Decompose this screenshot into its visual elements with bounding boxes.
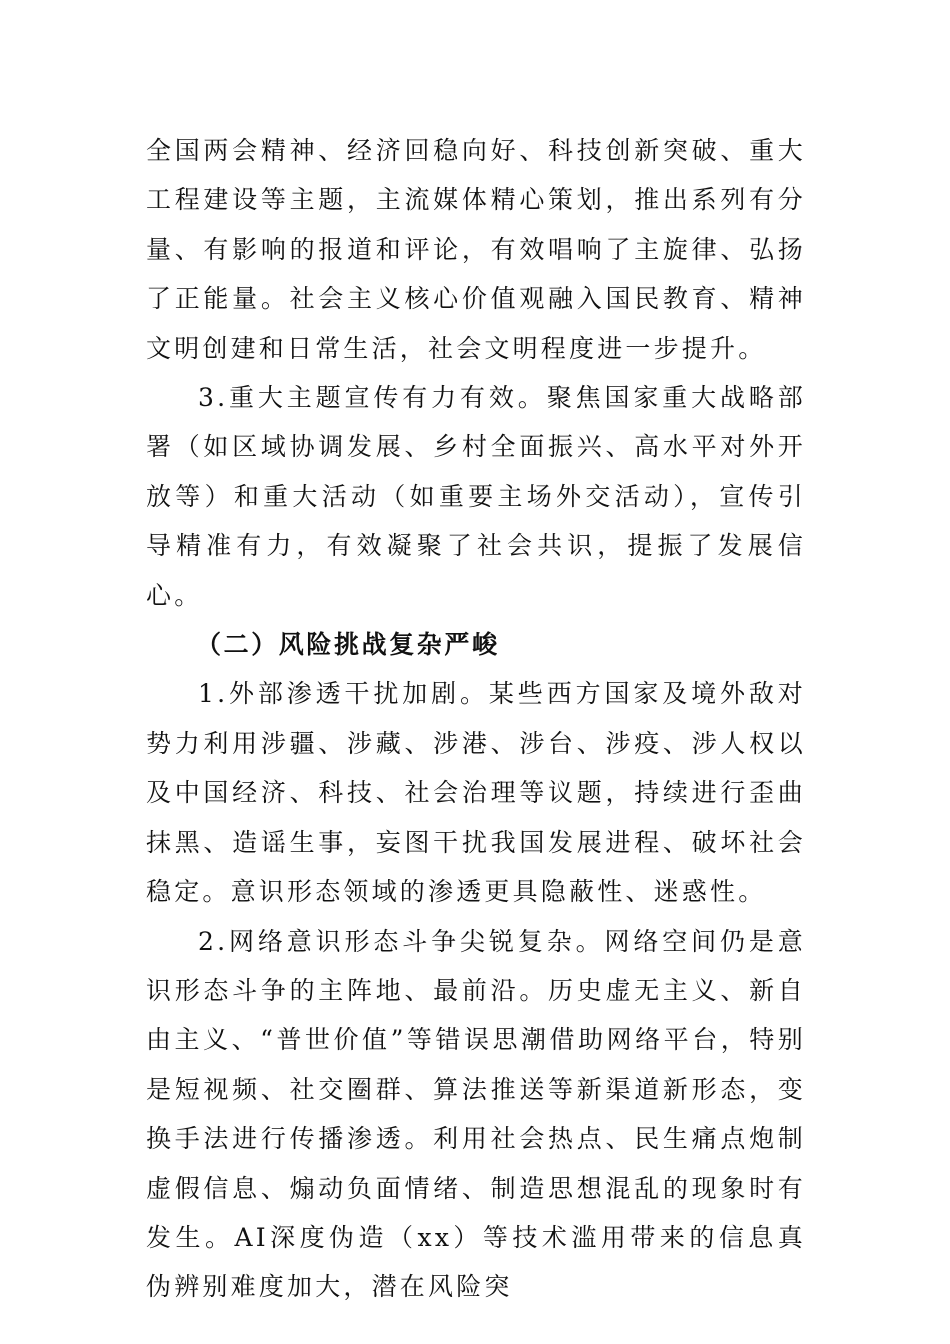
paragraph-online-ideology: 2.网络意识形态斗争尖锐复杂。网络空间仍是意识形态斗争的主阵地、最前沿。历史虚无主义、新自由主义、“普世价值”等错误思潮借助网络平台，特别是短视频、社交圈群、算法推送等新渠道新形态，变换手法进行传播渗透。利用社会热点、民生痛点炮制虚假信息、煽动负面情绪、制造思想混乱的现象时有发生。AI深度伪造（xx）等技术滥用带来的信息真伪辨别难度加大，潜在风险突 — [146, 926, 806, 1302]
paragraph-major-theme-publicity: 3.重大主题宣传有力有效。聚焦国家重大战略部署（如区域协调发展、乡村全面振兴、高水平对外开放等）和重大活动（如重要主场外交活动），宣传引导精准有力，有效凝聚了社会共识，提振了发展信心。 — [146, 383, 806, 610]
paragraph-continued: 全国两会精神、经济回稳向好、科技创新突破、重大工程建设等主题，主流媒体精心策划，推出系列有分量、有影响的报道和评论，有效唱响了主旋律、弘扬了正能量。社会主义核心价值观融入国民教育、精神文明创建和日常生活，社会文明程度进一步提升。 — [146, 136, 806, 363]
paragraph-external-infiltration: 1.外部渗透干扰加剧。某些西方国家及境外敌对势力利用涉疆、涉藏、涉港、涉台、涉疫、涉人权以及中国经济、科技、社会治理等议题，持续进行歪曲抹黑、造谣生事，妄图干扰我国发展进程、破坏社会稳定。意识形态领域的渗透更具隐蔽性、迷惑性。 — [146, 679, 806, 907]
section-heading-risks: （二）风险挑战复杂严峻 — [196, 630, 500, 660]
document-body — [146, 126, 806, 1312]
